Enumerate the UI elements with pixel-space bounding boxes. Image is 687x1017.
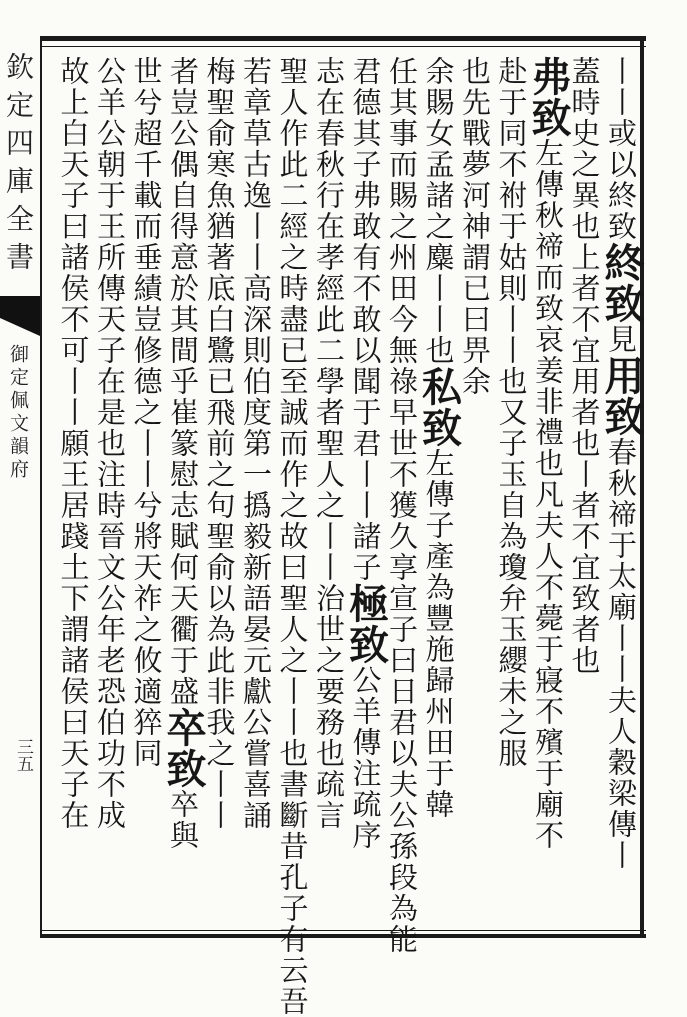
text-run: 聖人作此二經之時盡已至誠而作之故曰聖人之丨丨也書斷 xyxy=(275,56,310,831)
text-run: 余賜女孟諸之麋丨丨也 xyxy=(421,56,456,366)
text-column xyxy=(491,56,533,928)
headword: 極致 xyxy=(342,583,390,665)
text-run: 見 xyxy=(604,324,638,355)
text-run: 赴于同不祔于姑則丨丨也又子玉自為瓊弁玉纓未之服 xyxy=(494,56,529,769)
fishtail-mark xyxy=(0,296,40,336)
text-run: 志在春秋行在孝經此二學者聖人之丨丨治世之要務也疏言 xyxy=(312,56,346,831)
top-border-thick xyxy=(40,36,646,41)
text-run: 故上白天子曰諸侯不可丨丨願王居踐土下謂諸侯曰天子在 xyxy=(56,56,91,831)
text-column xyxy=(525,56,572,928)
headword: 私致 xyxy=(415,366,463,448)
margin-separator-line xyxy=(40,36,42,938)
headword: 弗致 xyxy=(525,56,572,138)
text-run: 猝同 xyxy=(129,707,164,769)
text-run: 公羊傳注疏序 xyxy=(348,665,383,851)
text-column xyxy=(454,56,496,928)
page-number: 三五 xyxy=(13,738,33,772)
text-run: 蓋時史之異也 xyxy=(567,56,602,242)
text-run: 春秋禘于太廟丨丨夫人穀梁傳丨 xyxy=(604,437,638,871)
margin-title-bottom: 御定佩文韻府 xyxy=(7,344,29,482)
text-column xyxy=(308,56,350,928)
text-column xyxy=(272,56,314,1017)
text-run: 卒與 xyxy=(166,789,200,851)
text-run: 者豈公偶自得意於其間乎崔篆慰志賦何天衢于盛 xyxy=(166,56,200,707)
headword: 用致 xyxy=(598,355,645,437)
text-column xyxy=(89,56,131,928)
text-column xyxy=(53,56,95,928)
text-run: 左傳子產為豐施歸州田于韓 xyxy=(421,448,456,820)
text-run: 上 xyxy=(567,242,602,273)
margin-title-top: 欽定四庫全書 xyxy=(2,52,35,280)
top-border-thin xyxy=(40,46,646,47)
text-run: 若章草古逸丨丨高深則伯度第一撝毅新語晏元獻公嘗喜誦 xyxy=(239,56,273,831)
text-run: 左傳秋禘而致哀姜非禮也凡夫人不薨于寢不殯于廟不 xyxy=(531,138,565,851)
text-run: 任其事而賜之州田今無祿早世不獲久享 xyxy=(385,56,419,583)
text-column xyxy=(199,56,241,928)
bottom-border-thin xyxy=(40,930,646,931)
text-column xyxy=(381,56,423,955)
text-column xyxy=(598,56,645,928)
text-run: 昔孔子有云吾 xyxy=(275,831,310,1017)
text-run: 丨丨或以終致 xyxy=(604,56,638,242)
bottom-border-thick xyxy=(40,934,646,938)
text-column xyxy=(564,56,606,928)
headword: 終致 xyxy=(598,242,645,324)
text-run: 也先戰夢河神謂已曰畀余 xyxy=(458,56,492,397)
text-run: 宣子曰日君以夫公孫段為能 xyxy=(385,583,419,955)
text-column xyxy=(342,56,390,928)
text-run: 者不宜用者也丨者不宜致者也 xyxy=(567,273,602,676)
text-run: 君德其子弗敢有不敢以聞于君丨丨諸子 xyxy=(348,56,383,583)
headword: 卒致 xyxy=(160,707,207,789)
text-run: 世兮超千載而垂績豈修德之丨丨兮將天祚之攸適 xyxy=(129,56,164,707)
text-column xyxy=(160,56,207,928)
text-run: 梅聖俞寒魚猶著底白鷺已飛前之句聖俞以為此非我之丨丨 xyxy=(202,56,237,831)
text-run: 公羊公朝于王所傳天子在是也注時晉文公年老恐伯功不成 xyxy=(93,56,127,831)
text-column xyxy=(415,56,463,928)
text-column xyxy=(235,56,277,928)
text-column xyxy=(126,56,168,928)
